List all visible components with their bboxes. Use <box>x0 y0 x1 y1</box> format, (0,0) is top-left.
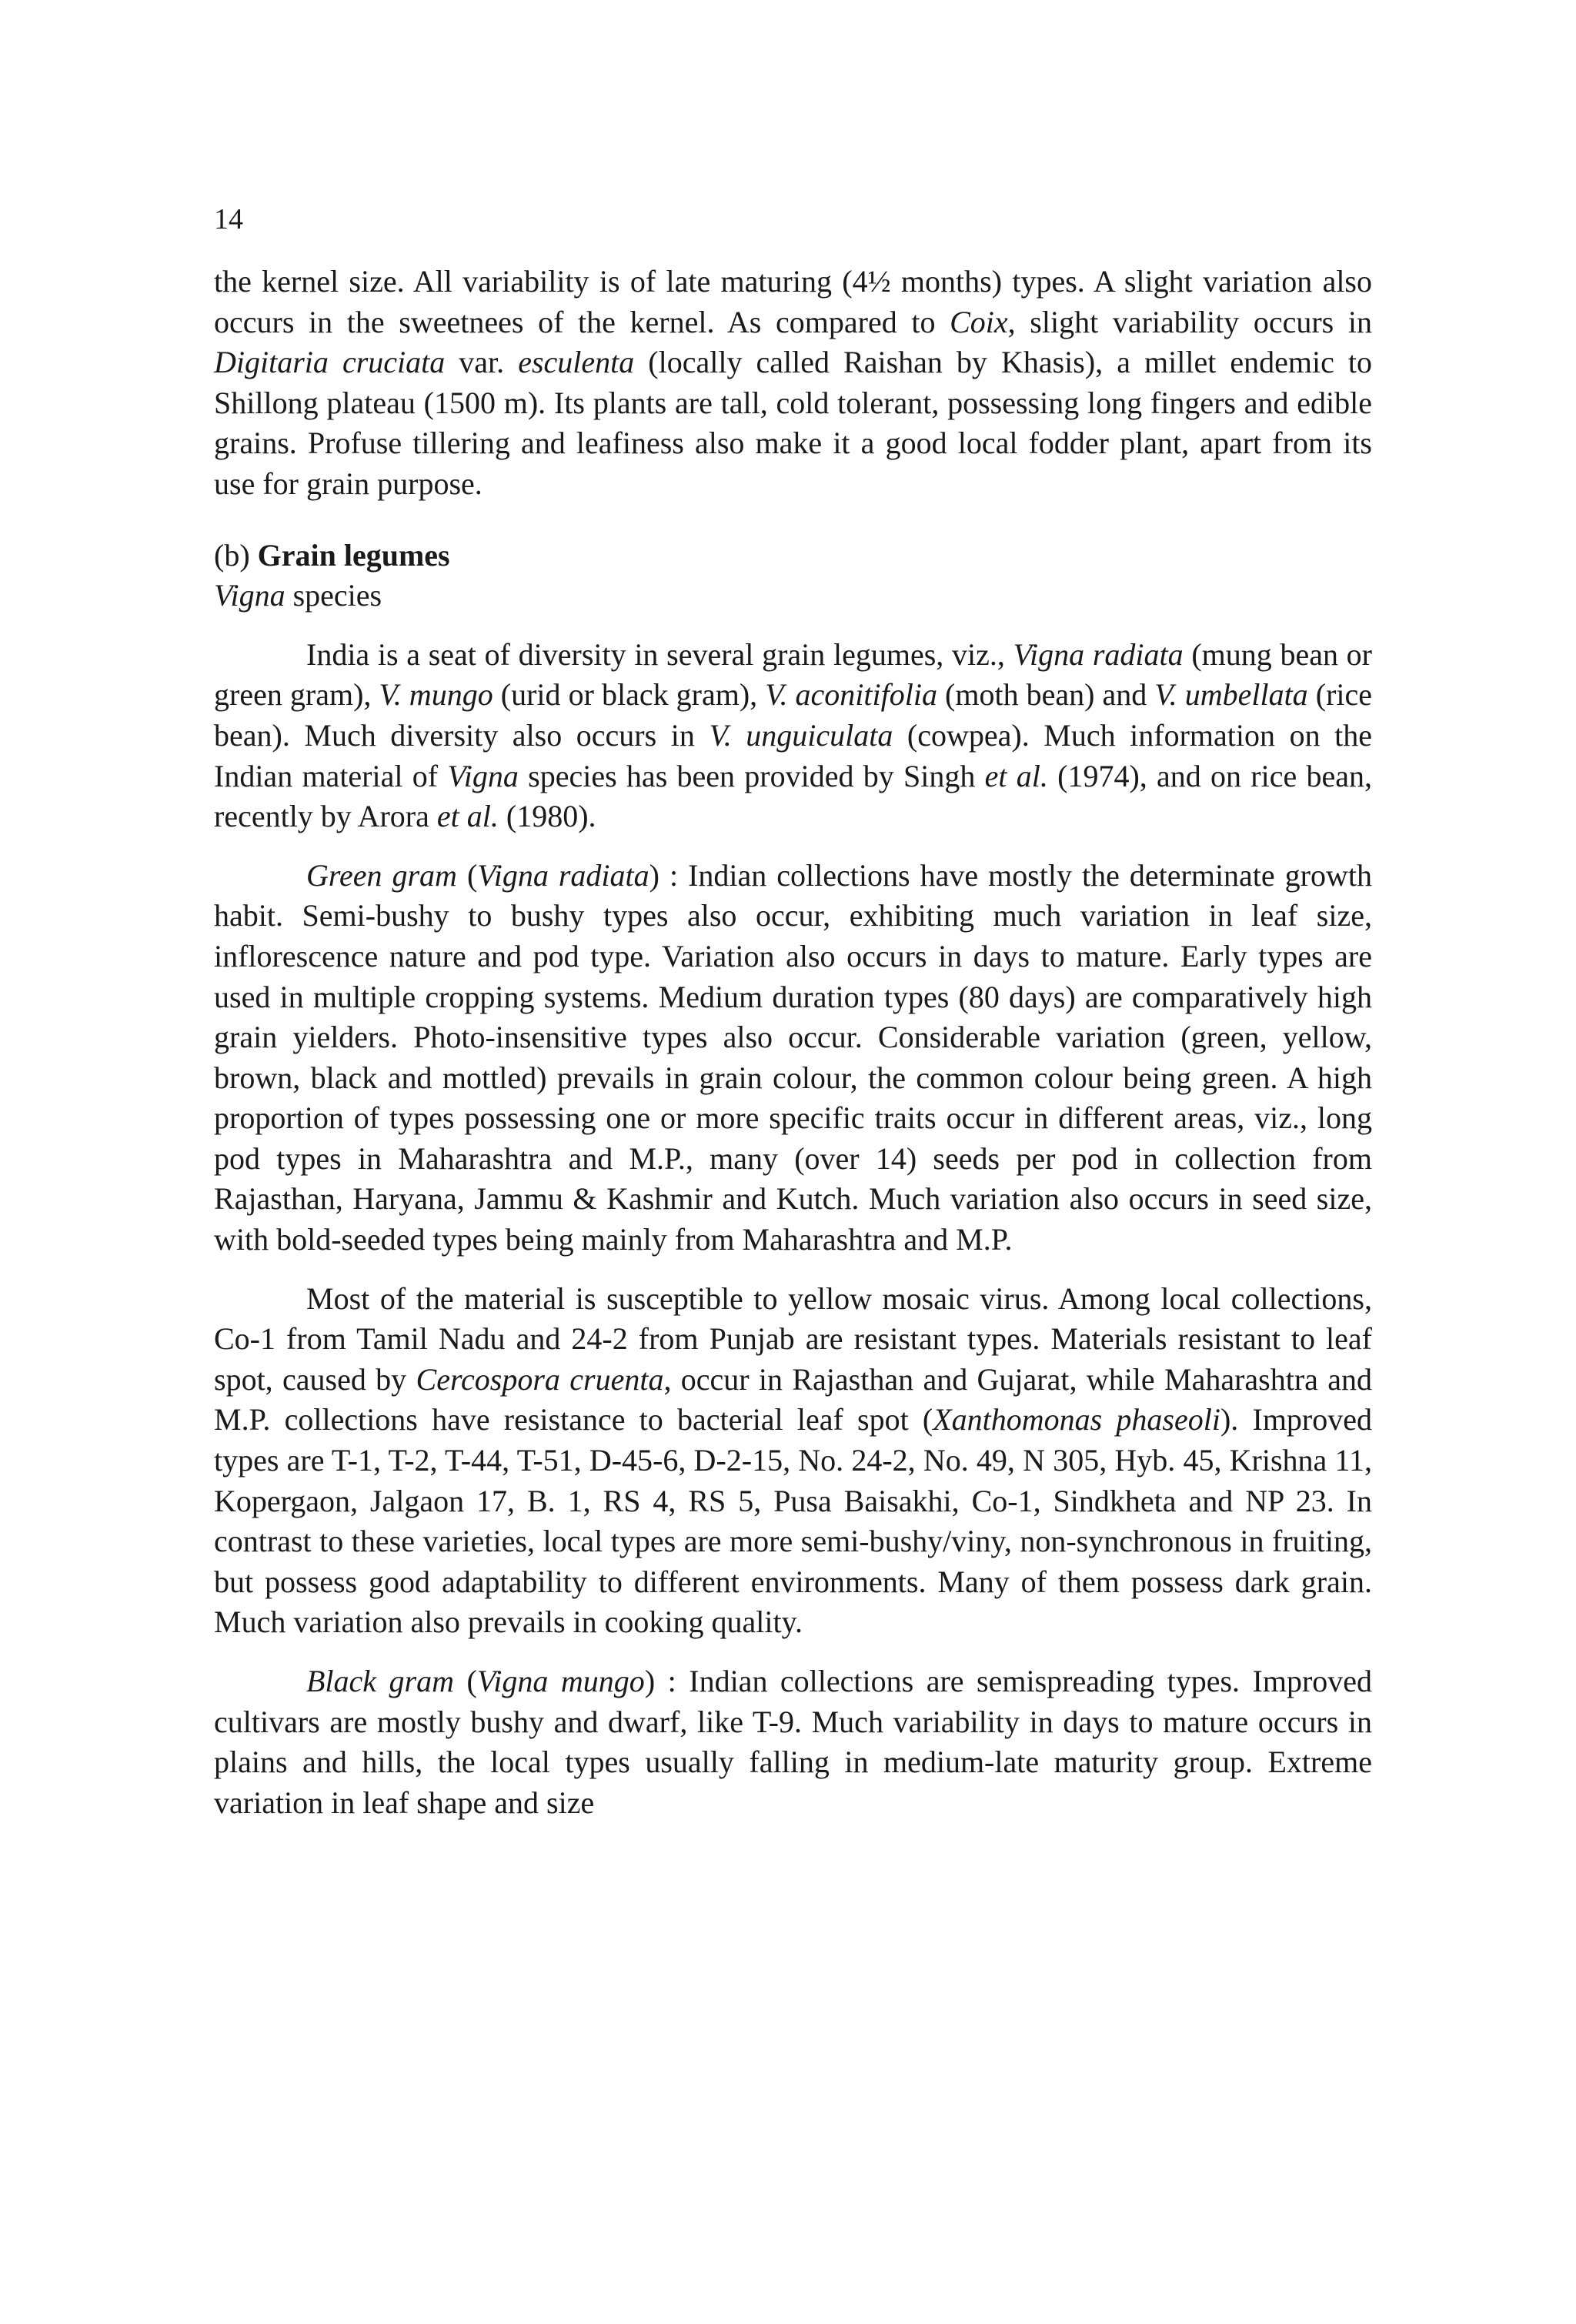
black-gram-paragraph <box>214 1661 1372 1823</box>
text-run: Indian collections have mostly the determinate growth habit. Semi-bushy to bushy types also occur, exhibiting much variation in leaf size, inflorescence nature and pod type. Variation also occurs in days to mature. Early types are used in multiple cropping systems. Medium duration types (80 days) are comparatively high grain yielders. Photo-insensitive types also occur. Considerable variation (green, yellow, brown, black and mottled) prevails in grain colour, the common colour being green. A high proportion of types possessing one or more specific traits occur in different areas, viz., long pod types in Maharashtra and M.P., many (over 14) seeds per pod in collection from Rajasthan, Haryana, Jammu & Kashmir and Kutch. Much variation also occurs in seed size, with bold-seeded types being mainly from Maharashtra and M.P. <box>214 857 1373 1257</box>
italic-term: V. umbellata <box>1154 677 1308 713</box>
text-run: ) : <box>644 1664 690 1698</box>
text-run: , occur in Rajasthan and Gujarat, while Maharashtra and M.P. collections have resistance to bacterial leaf spot ( <box>214 1361 1372 1437</box>
text-run: the kernel size. All variability is of late maturing (4½ months) types. A slight variation also occurs in the sweetnees of the kernel. As compared to <box>214 264 1372 339</box>
italic-term: V. aconitifolia <box>765 677 937 713</box>
subsection-rest: species <box>285 578 382 613</box>
text-run: var. <box>445 345 519 380</box>
paragraph-lead: Black gram <box>306 1664 455 1698</box>
italic-term: Xanthomonas phaseoli <box>933 1402 1220 1437</box>
italic-term: V. mungo <box>379 677 493 713</box>
section-heading <box>214 536 1372 576</box>
subsection-genus: Vigna <box>214 578 285 613</box>
page-number: 14 <box>214 203 243 235</box>
text-run: (mung bean or green gram), <box>214 636 1373 713</box>
section-label: (b) <box>214 537 258 573</box>
text-run: (1974), and on rice bean, recently by Arora <box>214 758 1373 834</box>
italic-term: et al. <box>984 758 1048 793</box>
italic-term: Vigna radiata <box>1013 636 1184 672</box>
section-title: Grain legumes <box>257 537 450 573</box>
italic-term: Coix <box>950 304 1008 339</box>
text-run: (locally called Raishan by Khasis), a millet endemic to Shillong plateau (1500 m). Its plants are tall, cold tolerant, possessing long fingers and edible grains. Profuse tillering and leafiness also make it a good local fodder plant, apart from its use for grain purpose. <box>214 345 1372 501</box>
text-run: India is a seat of diversity in several grain legumes, viz., <box>306 636 1013 672</box>
text-run: (urid or black gram), <box>492 677 766 713</box>
text-run: ( <box>456 857 478 893</box>
italic-term: Vigna radiata <box>477 857 649 893</box>
italic-term: Vigna <box>447 758 519 793</box>
text-run: species has been provided by Singh <box>518 758 985 793</box>
italic-term: Vigna mungo <box>476 1664 645 1698</box>
diversity-paragraph <box>214 635 1372 837</box>
italic-term: et al. <box>436 799 499 834</box>
subsection-heading <box>214 576 1372 616</box>
resistance-paragraph <box>214 1279 1372 1643</box>
text-column <box>214 262 1372 1823</box>
text-run: (cowpea). Much information on the Indian material of <box>214 717 1372 793</box>
text-run: (1980). <box>498 799 596 834</box>
green-gram-paragraph <box>214 856 1372 1261</box>
text-run: ). Improved types are T-1, T-2, T-44, T-51, D-45-6, D-2-15, No. 24-2, No. 49, N 305, Hyb. 45, Krishna 11, Kopergaon, Jalgaon 17, B. 1, RS 4, RS 5, Pusa Baisakhi, Co-1, Sindkheta and NP 23. In contrast to these varieties, local types are more semi-bushy/viny, non-synchronous in fruiting, but possess good adaptability to different environments. Many of them possess dark grain. Much variation also prevails in cooking quality. <box>214 1402 1372 1640</box>
text-run: Indian collections are semispreading types. Improved cultivars are mostly bushy and dwarf, like T-9. Much variability in days to mature occurs in plains and hills, the local types usually falling in medium-late maturity group. Extreme variation in leaf shape and size <box>214 1664 1373 1820</box>
text-run: (rice bean). Much diversity also occurs in <box>214 677 1373 753</box>
intro-paragraph <box>214 262 1372 505</box>
text-run: ) : <box>649 857 689 893</box>
text-run: Most of the material is susceptible to yellow mosaic virus. Among local collections, Co-1 from Tamil Nadu and 24-2 from Punjab are resistant types. Materials resistant to leaf spot, caused by <box>214 1281 1372 1397</box>
italic-term: Digitaria cruciata <box>214 345 446 380</box>
italic-term: V. unguiculata <box>709 717 893 753</box>
paragraph-lead: Green gram <box>306 857 457 893</box>
italic-term: esculenta <box>518 345 635 380</box>
text-run: ( <box>454 1664 477 1698</box>
text-run: , slight variability occurs in <box>1007 304 1372 339</box>
text-run: (moth bean) and <box>937 677 1155 713</box>
italic-term: Cercospora cruenta <box>416 1361 664 1397</box>
